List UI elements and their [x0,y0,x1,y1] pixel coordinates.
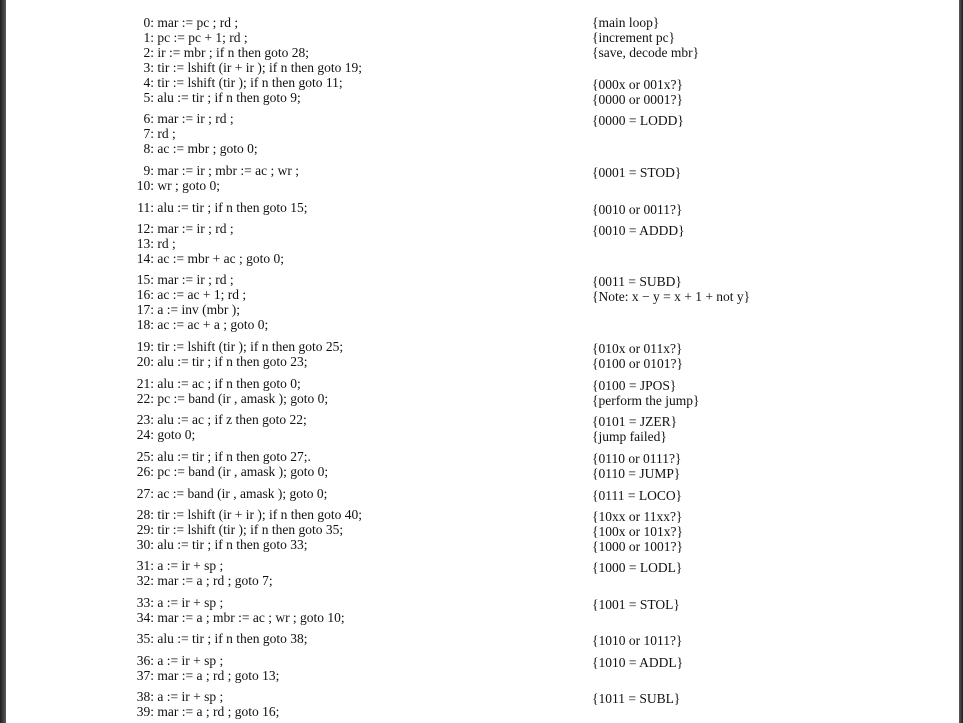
line-code: rd ; [157,236,176,251]
comment-22: {perform the jump} [592,393,700,408]
comment-6: {0000 = LODD} [592,113,684,128]
comment-23: {0101 = JZER} [592,414,678,429]
code-line-24 [114,427,554,442]
line-code: mar := ir ; rd ; [157,111,234,126]
line-number: 17: [136,302,154,317]
code-line-27 [114,486,554,501]
line-number: 21: [136,376,154,391]
line-number: 29: [136,522,154,537]
code-line-37 [114,668,554,683]
viewer-right-edge [959,0,963,723]
code-line-4 [114,75,554,90]
line-number: 23: [136,412,154,427]
line-code: mar := ir ; rd ; [157,221,234,236]
code-line-9 [114,163,554,178]
line-number: 16: [136,287,154,302]
code-line-34 [114,610,554,625]
line-number: 38: [136,689,154,704]
code-line-5 [114,90,554,105]
comment-15: {0011 = SUBD} [592,274,682,289]
code-line-6 [114,111,554,126]
code-line-7 [114,126,554,141]
code-line-26 [114,464,554,479]
line-number: 31: [136,558,154,573]
comment-24: {jump failed} [592,429,667,444]
line-number: 3: [143,60,154,75]
comment-9: {0001 = STOD} [592,165,682,180]
line-code: alu := tir ; if n then goto 15; [157,200,308,215]
comment-27: {0111 = LOCO} [592,488,683,503]
line-number: 1: [143,30,154,45]
code-line-36 [114,653,554,668]
code-line-35 [114,631,554,646]
line-code: alu := tir ; if n then goto 9; [157,90,301,105]
code-line-1 [114,30,554,45]
code-line-20 [114,354,554,369]
code-line-17 [114,302,554,317]
comment-2: {save, decode mbr} [592,45,700,60]
line-number: 14: [136,251,154,266]
line-code: tir := lshift (ir + ir ); if n then goto 19; [157,60,362,75]
line-number: 9: [143,163,154,178]
line-code: tir := lshift (tir ); if n then goto 11; [157,75,343,90]
line-code: mar := a ; mbr := ac ; wr ; goto 10; [157,610,345,625]
line-number: 32: [136,573,154,588]
line-code: ac := mbr + ac ; goto 0; [157,251,284,266]
line-code: ac := ac + 1; rd ; [157,287,247,302]
line-number: 24: [136,427,154,442]
comment-21: {0100 = JPOS} [592,378,677,393]
line-number: 4: [143,75,154,90]
line-code: alu := tir ; if n then goto 27;. [157,449,311,464]
line-number: 35: [136,631,154,646]
comment-11: {0010 or 0011?} [592,202,683,217]
code-line-15 [114,272,554,287]
line-number: 20: [136,354,154,369]
line-number: 5: [143,90,154,105]
comment-31: {1000 = LODL} [592,560,683,575]
line-number: 15: [136,272,154,287]
comment-33: {1001 = STOL} [592,597,680,612]
line-number: 2: [143,45,154,60]
code-line-11 [114,200,554,215]
comment-38: {1011 = SUBL} [592,691,681,706]
line-number: 0: [143,15,154,30]
code-line-21 [114,376,554,391]
comment-19: {010x or 011x?} [592,341,683,356]
comment-16: {Note: x − y = x + 1 + not y} [592,289,751,304]
code-line-39 [114,704,554,719]
line-number: 11: [137,200,154,215]
line-code: tir := lshift (ir + ir ); if n then goto 40; [157,507,362,522]
comment-29: {100x or 101x?} [592,524,683,539]
code-line-25 [114,449,554,464]
document-page [6,0,959,723]
code-line-0 [114,15,554,30]
line-number: 19: [136,339,154,354]
line-number: 27: [136,486,154,501]
line-code: pc := band (ir , amask ); goto 0; [157,391,329,406]
code-line-14 [114,251,554,266]
code-line-10 [114,178,554,193]
code-line-8 [114,141,554,156]
code-line-13 [114,236,554,251]
line-code: a := inv (mbr ); [157,302,240,317]
comment-25: {0110 or 0111?} [592,451,682,466]
comment-26: {0110 = JUMP} [592,466,681,481]
line-code: alu := ac ; if n then goto 0; [157,376,301,391]
comment-35: {1010 or 1011?} [592,633,683,648]
line-number: 36: [136,653,154,668]
code-line-32 [114,573,554,588]
line-number: 6: [143,111,154,126]
code-line-33 [114,595,554,610]
line-number: 28: [136,507,154,522]
comment-30: {1000 or 1001?} [592,539,683,554]
line-code: alu := ac ; if z then goto 22; [157,412,307,427]
line-code: mar := ir ; rd ; [157,272,234,287]
line-code: a := ir + sp ; [157,689,224,704]
code-line-16 [114,287,554,302]
line-number: 12: [136,221,154,236]
comment-0: {main loop} [592,15,660,30]
line-code: mar := ir ; mbr := ac ; wr ; [157,163,299,178]
line-code: a := ir + sp ; [157,558,224,573]
line-code: pc := pc + 1; rd ; [157,30,248,45]
code-line-31 [114,558,554,573]
comment-12: {0010 = ADDD} [592,223,685,238]
line-number: 13: [136,236,154,251]
code-line-18 [114,317,554,332]
line-number: 7: [143,126,154,141]
code-line-30 [114,537,554,552]
code-line-23 [114,412,554,427]
line-number: 18: [136,317,154,332]
comment-28: {10xx or 11xx?} [592,509,683,524]
line-code: ac := ac + a ; goto 0; [157,317,269,332]
line-code: alu := tir ; if n then goto 38; [157,631,308,646]
line-code: wr ; goto 0; [157,178,220,193]
comment-5: {0000 or 0001?} [592,92,683,107]
line-code: a := ir + sp ; [157,653,224,668]
line-code: alu := tir ; if n then goto 23; [157,354,308,369]
line-code: mar := a ; rd ; goto 13; [157,668,280,683]
line-number: 22: [136,391,154,406]
line-code: mar := pc ; rd ; [157,15,239,30]
line-code: pc := band (ir , amask ); goto 0; [157,464,329,479]
line-number: 10: [136,178,154,193]
line-number: 34: [136,610,154,625]
line-code: ir := mbr ; if n then goto 28; [157,45,309,60]
line-code: mar := a ; rd ; goto 7; [157,573,273,588]
comment-1: {increment pc} [592,30,676,45]
code-line-38 [114,689,554,704]
code-line-28 [114,507,554,522]
comment-20: {0100 or 0101?} [592,356,683,371]
line-code: goto 0; [157,427,196,442]
line-code: alu := tir ; if n then goto 33; [157,537,308,552]
line-code: tir := lshift (tir ); if n then goto 25; [157,339,344,354]
line-code: a := ir + sp ; [157,595,224,610]
line-number: 8: [143,141,154,156]
comment-36: {1010 = ADDL} [592,655,684,670]
comment-4: {000x or 001x?} [592,77,683,92]
code-line-22 [114,391,554,406]
line-code: tir := lshift (tir ); if n then goto 35; [157,522,344,537]
line-number: 30: [136,537,154,552]
code-line-3 [114,60,554,75]
line-code: rd ; [157,126,176,141]
line-number: 26: [136,464,154,479]
line-number: 37: [136,668,154,683]
line-code: ac := mbr ; goto 0; [157,141,258,156]
code-line-12 [114,221,554,236]
code-line-19 [114,339,554,354]
code-line-2 [114,45,554,60]
line-number: 33: [136,595,154,610]
code-line-29 [114,522,554,537]
line-code: ac := band (ir , amask ); goto 0; [157,486,328,501]
line-number: 39: [136,704,154,719]
line-code: mar := a ; rd ; goto 16; [157,704,280,719]
line-number: 25: [136,449,154,464]
